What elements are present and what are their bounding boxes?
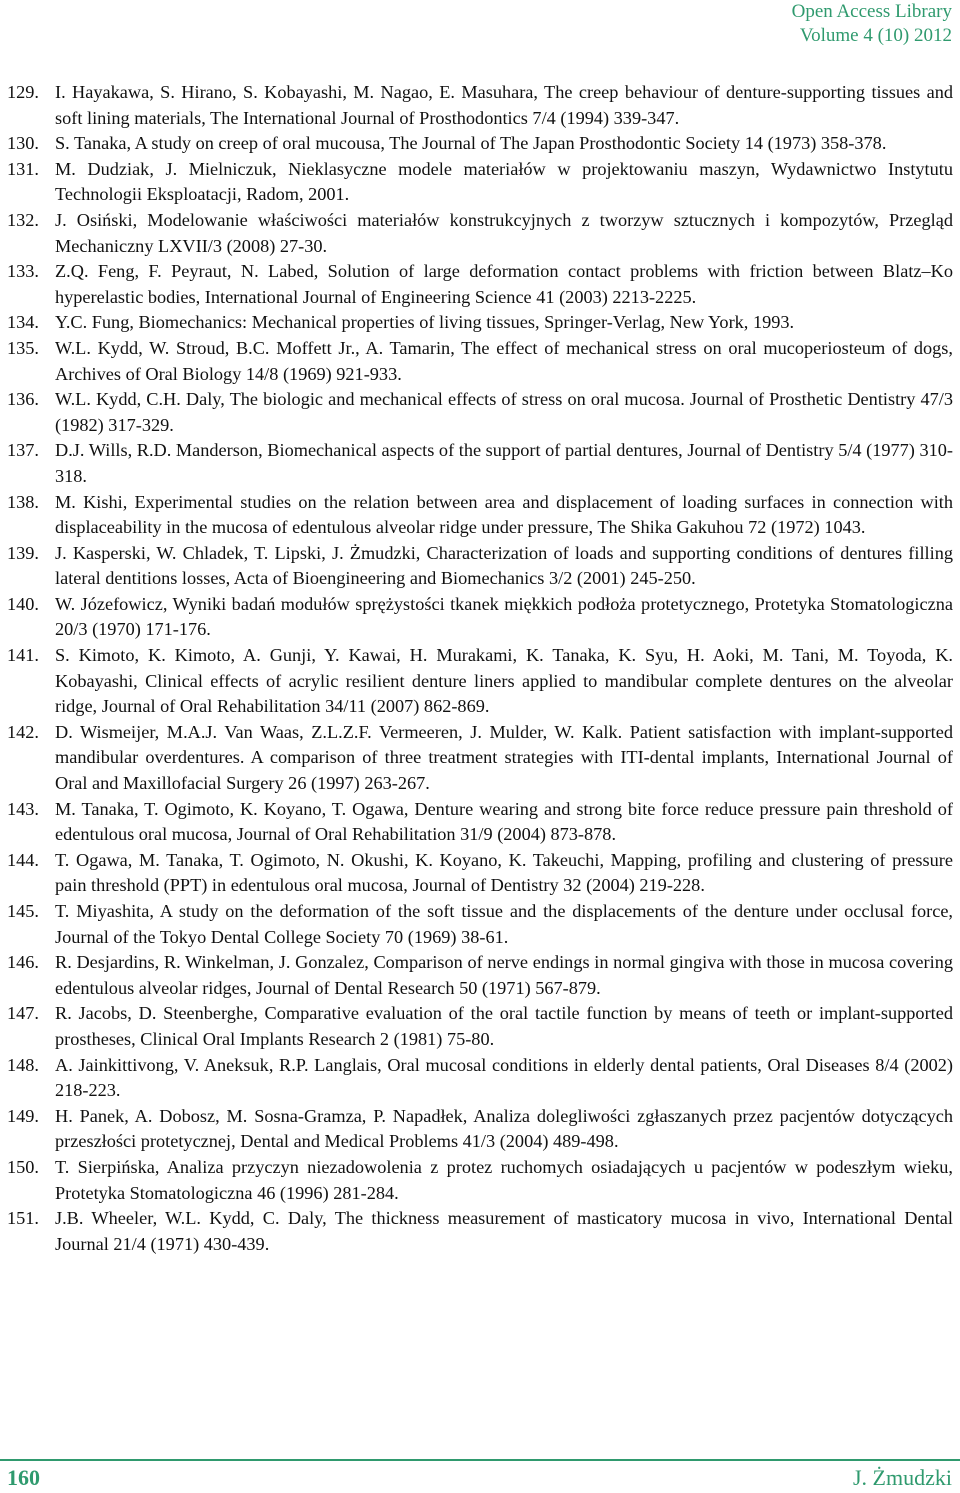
reference-text: S. Tanaka, A study on creep of oral mucousa, The Journal of The Japan Prosthodontic Society 14 (1973) 358-378.	[55, 133, 887, 154]
reference-number: 129.	[7, 82, 39, 102]
reference-number: 142.	[7, 721, 39, 742]
reference-number: 138.	[7, 491, 39, 512]
reference-number: 132.	[7, 209, 39, 230]
reference-item	[0, 1155, 953, 1206]
footer-author: J. Żmudzki	[853, 1465, 952, 1490]
reference-text: M. Kishi, Experimental studies on the relation between area and displacement of loading surfaces in connection with displaceability in the mucosa of edentulous alveolar ridge under pressure, The Shika Gakuhou 72 (1972) 1043.	[55, 491, 953, 538]
reference-item	[0, 387, 953, 438]
reference-text: R. Desjardins, R. Winkelman, J. Gonzalez, Comparison of nerve endings in normal gingiva with those in mucosa covering edentulous alveolar ridges, Journal of Dental Research 50 (1971) 567-879.	[55, 952, 953, 998]
reference-list	[0, 80, 953, 1257]
reference-number: 134.	[7, 312, 39, 333]
reference-text: R. Jacobs, D. Steenberghe, Comparative evaluation of the oral tactile function by means of teeth or implant-supported prostheses, Clinical Oral Implants Research 2 (1981) 75-80.	[55, 1003, 953, 1049]
reference-number: 148.	[7, 1054, 39, 1075]
reference-text: J.B. Wheeler, W.L. Kydd, C. Daly, The thickness measurement of masticatory mucosa in vivo, International Dental Journal 21/4 (1971) 430-439.	[55, 1208, 953, 1254]
reference-number: 144.	[7, 849, 39, 870]
reference-number: 147.	[7, 1003, 39, 1024]
reference-number: 131.	[7, 158, 39, 179]
reference-item	[0, 259, 953, 310]
reference-text: I. Hayakawa, S. Hirano, S. Kobayashi, M. Nagao, E. Masuhara, The creep behaviour of denture-supporting tissues and soft lining materials, The International Journal of Prosthodontics 7/4 (1994) 339-347.	[55, 82, 953, 128]
reference-number: 150.	[7, 1156, 39, 1177]
reference-item	[0, 1104, 953, 1155]
reference-text: M. Dudziak, J. Mielniczuk, Nieklasyczne modele materiałów w projektowaniu maszyn, Wydawnictwo Instytutu Technologii Eksploatacji, Radom, 2001.	[55, 158, 953, 205]
reference-text: J. Osiński, Modelowanie właściwości materiałów konstrukcyjnych z tworzyw sztucznych i kompozytów, Przegląd Mechaniczny LXVII/3 (2008) 27-30.	[55, 209, 953, 256]
reference-text: M. Tanaka, T. Ogimoto, K. Koyano, T. Ogawa, Denture wearing and strong bite force reduce pressure pain threshold of edentulous oral mucosa, Journal of Oral Rehabilitation 31/9 (2004) 873-878.	[55, 798, 953, 845]
reference-item	[0, 720, 953, 797]
reference-text: Y.C. Fung, Biomechanics: Mechanical properties of living tissues, Springer-Verlag, New York, 1993.	[55, 312, 795, 333]
reference-number: 136.	[7, 389, 39, 410]
reference-item	[0, 643, 953, 720]
reference-number: 151.	[7, 1208, 39, 1229]
reference-item	[0, 131, 953, 157]
reference-text: S. Kimoto, K. Kimoto, A. Gunji, Y. Kawai, H. Murakami, K. Tanaka, K. Syu, H. Aoki, M. Tani, M. Toyoda, K. Kobayashi, Clinical effects of acrylic resilient denture liners applied to mandibular complete dentures on the alveolar ridge, Journal of Oral Rehabilitation 34/11 (2007) 862-869.	[55, 645, 953, 717]
reference-number: 149.	[7, 1105, 39, 1126]
reference-item	[0, 490, 953, 541]
reference-number: 130.	[7, 133, 39, 154]
reference-text: W.L. Kydd, C.H. Daly, The biologic and mechanical effects of stress on oral mucosa. Journal of Prosthetic Dentistry 47/3 (1982) 317-329.	[55, 389, 953, 435]
reference-number: 143.	[7, 798, 39, 819]
reference-text: T. Sierpińska, Analiza przyczyn niezadowolenia z protez ruchomych osiadających u pacjentów w podeszłym wieku, Protetyka Stomatologiczna 46 (1996) 281-284.	[55, 1156, 953, 1203]
reference-text: H. Panek, A. Dobosz, M. Sosna-Gramza, P. Napadłek, Analiza dolegliwości zgłaszanych przez pacjentów dotyczących przeszłości protetycznej, Dental and Medical Problems 41/3 (2004) 489-498.	[55, 1105, 953, 1152]
reference-number: 141.	[7, 645, 39, 666]
journal-name: Open Access Library	[791, 1, 952, 22]
reference-text: W.L. Kydd, W. Stroud, B.C. Moffett Jr., A. Tamarin, The effect of mechanical stress on oral mucoperiosteum of dogs, Archives of Oral Biology 14/8 (1969) 921-933.	[55, 337, 953, 384]
reference-item	[0, 438, 953, 489]
page-number: 160	[7, 1465, 40, 1490]
reference-text: D. Wismeijer, M.A.J. Van Waas, Z.L.Z.F. Vermeeren, J. Mulder, W. Kalk. Patient satisfaction with implant-supported mandibular overdentures. A comparison of three treatment strategies with ITI-dental implants, International Journal of Oral and Maxillofacial Surgery 26 (1997) 263-267.	[55, 721, 953, 794]
reference-item	[0, 848, 953, 899]
reference-item	[0, 310, 953, 336]
reference-text: T. Miyashita, A study on the deformation of the soft tissue and the displacements of the denture under occlusal force, Journal of the Tokyo Dental College Society 70 (1969) 38-61.	[55, 901, 953, 947]
journal-volume: Volume 4 (10) 2012	[799, 25, 952, 46]
reference-item	[0, 797, 953, 848]
reference-item	[0, 541, 953, 592]
reference-item	[0, 899, 953, 950]
reference-item	[0, 336, 953, 387]
reference-text: A. Jainkittivong, V. Aneksuk, R.P. Langlais, Oral mucosal conditions in elderly dental patients, Oral Diseases 8/4 (2002) 218-223.	[55, 1054, 953, 1101]
running-header	[792, 0, 952, 48]
reference-text: Z.Q. Feng, F. Peyraut, N. Labed, Solution of large deformation contact problems with friction between Blatz–Ko hyperelastic bodies, International Journal of Engineering Science 41 (2003) 2213-2225.	[55, 261, 953, 307]
reference-number: 140.	[7, 593, 39, 614]
reference-number: 139.	[7, 542, 39, 563]
footer-divider	[0, 1459, 960, 1461]
reference-item	[0, 157, 953, 208]
reference-item	[0, 80, 953, 131]
reference-text: T. Ogawa, M. Tanaka, T. Ogimoto, N. Okushi, K. Koyano, K. Takeuchi, Mapping, profiling and clustering of pressure pain threshold (PPT) in edentulous oral mucosa, Journal of Dentistry 32 (2004) 219-228.	[55, 849, 953, 896]
reference-text: W. Józefowicz, Wyniki badań modułów sprężystości tkanek miękkich podłoża protetycznego, Protetyka Stomatologiczna 20/3 (1970) 171-176.	[55, 593, 953, 640]
reference-number: 146.	[7, 952, 39, 973]
reference-item	[0, 208, 953, 259]
reference-number: 133.	[7, 261, 39, 282]
reference-item	[0, 1053, 953, 1104]
reference-number: 137.	[7, 440, 39, 461]
reference-text: J. Kasperski, W. Chladek, T. Lipski, J. Żmudzki, Characterization of loads and supporting conditions of dentures filling lateral dentitions losses, Acta of Bioengineering and Biomechanics 3/2 (2001) 245-250.	[55, 542, 953, 589]
reference-number: 135.	[7, 337, 39, 358]
reference-item	[0, 1001, 953, 1052]
reference-number: 145.	[7, 901, 39, 921]
reference-item	[0, 950, 953, 1001]
reference-item	[0, 592, 953, 643]
reference-text: D.J. Wills, R.D. Manderson, Biomechanical aspects of the support of partial dentures, Journal of Dentistry 5/4 (1977) 310-318.	[55, 440, 953, 486]
reference-item	[0, 1206, 953, 1257]
